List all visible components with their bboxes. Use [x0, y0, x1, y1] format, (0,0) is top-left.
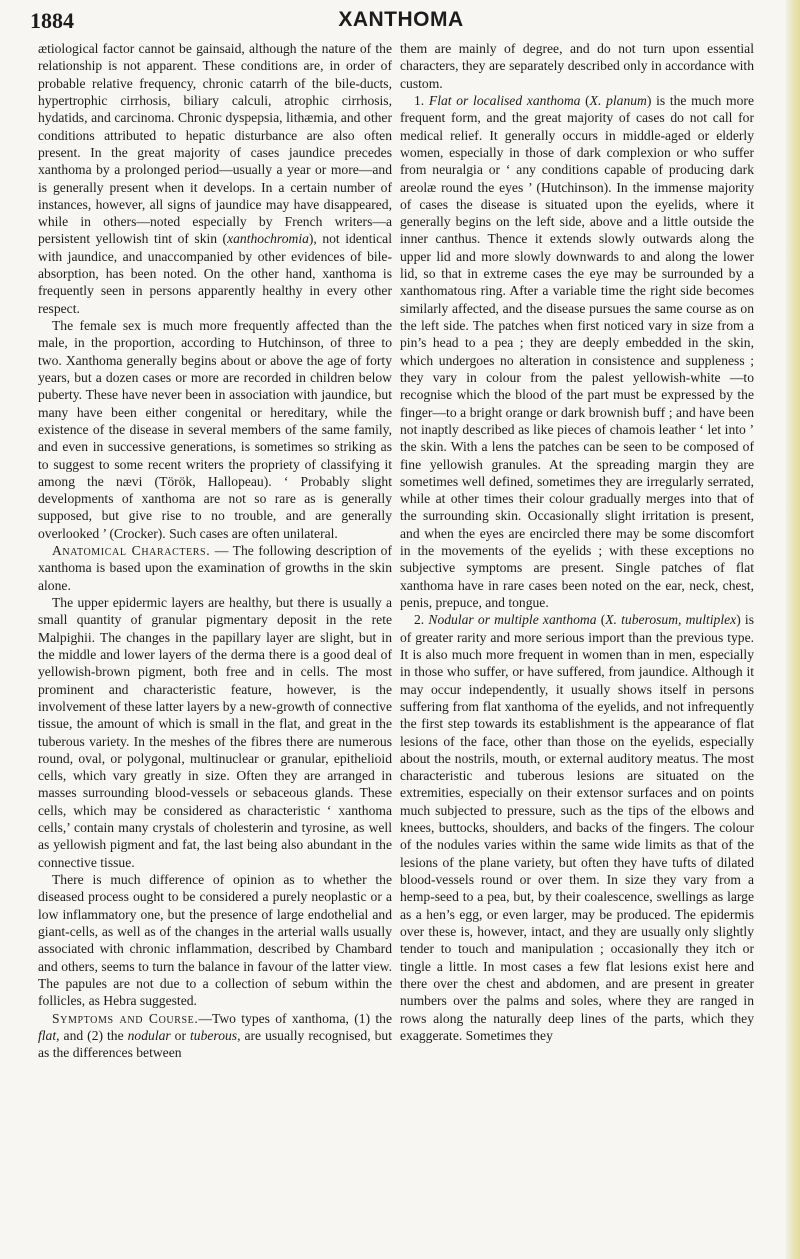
paragraph: Symptoms and Course.—Two types of xanthoma, (1) the flat, and (2) the nodular or tuberous, are usually recognised, but as the differences between — [38, 1010, 392, 1061]
subheading-flat-xanthoma: Flat or localised xanthoma — [428, 92, 581, 108]
section-heading-symptoms-and-course: Symptoms and Course. — [52, 1010, 199, 1026]
paragraph-nodular-xanthoma: 2. Nodular or multiple xanthoma (X. tuberosum, multiplex) is of greater rarity and more serious import than the previous type. It is also much more frequent in women than in men, especially in those who suffer, or have suffered, from jaundice. Although it may occur independently, it usually shows itself in persons suffering from flat xanthoma of the eyelids, and not infrequently the first step towards its establishment is the appearance of flat lesions of the face, other than those on the eyelids, especially about the nostrils, mouth, or external auditory meatus. The most characteristic and tuberous lesions are situated on the extremities, especially on their extensor surfaces and on points much subjected to pressure, such as the tips of the elbows and knees, buttocks, shoulders, and backs of the fingers. The colour of the nodules varies within the same wide limits as that of the lesions of the plane variety, but often they have tufts of dilated blood-vessels round or over them. In size they vary from a hemp-seed to a pea, but, by their coalescence, swellings as large as a hen’s egg, or even larger, may be produced. The epidermis over these is, however, intact, and they are usually only slightly tender to touch and manipulation ; occasionally they itch or tingle a little. In most cases a few flat lesions exist here and there over the chest and abdomen, and are present in greater numbers over the palms and soles, where they are ranged in rows along the naturally deep lines of the parts, which they exaggerate. Sometimes they — [400, 612, 754, 1043]
paragraph-flat-xanthoma: 1. Flat or localised xanthoma (X. planum) is the much more frequent form, and the great majority of cases do not call for medical relief. It generally occurs in middle-aged or elderly women, especially in those of dark complexion or who suffer from neuralgia or ‘ any conditions capable of producing dark areolæ round the eyes ’ (Hutchinson). In the immense majority of cases the disease is situated upon the eyelids, where it generally begins on the left side, above and a little outside the inner canthus. Thence it extends slowly outwards along the upper lid and more slowly downwards to and along the lower lid, so that in extreme cases the eye may be surrounded by a xanthomatous ring. After a variable time the right side becomes similarly affected, and the disease pursues the same course as on the left side. The patches when first noticed vary in size from a pin’s head to a pea ; they are deeply embedded in the skin, which undergoes no alteration in consistence and suppleness ; they vary in colour from the palest yellowish-white —to recognise which the blood of the part must be expressed by the finger—to a bright orange or dark brownish buff ; and have been not inaptly described as like pieces of chamois leather ‘ let into ’ the skin. With a lens the patches can be seen to be composed of fine yellowish granules. At the spreading margin they are sometimes well defined, sometimes they are irregularly serrated, while at other times their colour gradually merges into that of the surrounding skin. Occasionally slight irritation is present, and when the eyes are encircled there may be some discomfort in the movements of the eyelids ; with these exceptions no subjective symptoms are present. Single patches of flat xanthoma have in rare cases been noted on the ear, neck, chest, penis, prepuce, and tongue. — [400, 92, 754, 610]
left-column — [38, 40, 392, 1061]
paragraph: There is much difference of opinion as to whether the diseased process ought to be considered a purely neoplastic or a low inflammatory one, but the presence of large endothelial and giant-cells, as well as of the changes in the arterial walls usually associated with chronic inflammation, described by Chambard and others, seems to turn the balance in favour of the latter view. The papules are not due to a collection of sebum within the follicles, as Hebra suggested. — [38, 872, 392, 1009]
right-column — [400, 40, 754, 1044]
paragraph: them are mainly of degree, and do not turn upon essential characters, they are separately described only in accordance with custom. — [400, 41, 754, 91]
page-number: 1884 — [30, 8, 74, 33]
paragraph: The upper epidermic layers are healthy, but there is usually a small quantity of granular pigmentary deposit in the rete Malpighii. The changes in the papillary layer are slight, but in the middle and lower layers of the derma there is a good deal of yellowish-brown pigment, both free and in cells. The most prominent and characteristic feature, however, is the involvement of these latter layers by a new-growth of connective tissue, the amount of which is small in the flat, and great in the tuberous variety. In the meshes of the fibres there are numerous round, oval, or polygonal, multinuclear or granular, epithelioid cells, which vary greatly in size. Often they are arranged in masses surrounding blood-vessels or sebaceous glands. These cells, which may be considered as characteristic ‘ xanthoma cells,’ contain many crystals of cholesterin and tyrosine, as well as yellowish pigment and fat, the last being also abundant in the connective tissue. — [38, 595, 392, 870]
section-heading-anatomical-characters: Anatomical Characters. — [52, 543, 211, 559]
paragraph: The female sex is much more frequently affected than the male, in the proportion, according to Hutchinson, of three to two. Xanthoma generally begins about or above the age of forty years, but a dozen cases or more are recorded in children below puberty. These have never been in association with jaundice, but many have been either congenital or hereditary, while the existence of the disease in several members of the same family, and even in successive generations, is sometimes so striking as to suggest to some recent writers the propriety of classifying it among the nævi (Török, Hallopeau). ‘ Probably slight developments of xanthoma are not so rare as is generally supposed, but give rise to no trouble, and are generally overlooked ’ (Crocker). Such cases are often unilateral. — [38, 318, 392, 541]
page-header — [30, 2, 772, 36]
paragraph: Anatomical Characters. — The following description of xanthoma is based upon the examination of growths in the skin alone. — [38, 543, 393, 593]
page-edge-discoloration — [786, 0, 800, 1259]
paragraph: ætiological factor cannot be gainsaid, although the nature of the relationship is not apparent. These conditions are, in order of probable relative frequency, chronic catarrh of the bile-ducts, hypertrophic cirrhosis, biliary calculi, atrophic cirrhosis, hydatids, and carcinoma. Chronic dyspepsia, lithæmia, and other conditions attributed to hepatic disturbance are also often present. In the great majority of cases jaundice precedes xanthoma by a prolonged period—usually a year or more—and is generally present when it develops. In a certain number of instances, however, all signs of jaundice may have disappeared, while in others—noted especially by French writers—a persistent yellowish tint of skin (xanthochromia), not identical with jaundice, and unaccompanied by other evidences of bile-absorption, has been noted. On the other hand, xanthoma is frequently seen in persons apparently healthy in every other respect. — [38, 41, 392, 316]
running-head: XANTHOMA — [338, 8, 464, 31]
subheading-nodular-xanthoma: Nodular or multiple xanthoma — [428, 612, 597, 628]
